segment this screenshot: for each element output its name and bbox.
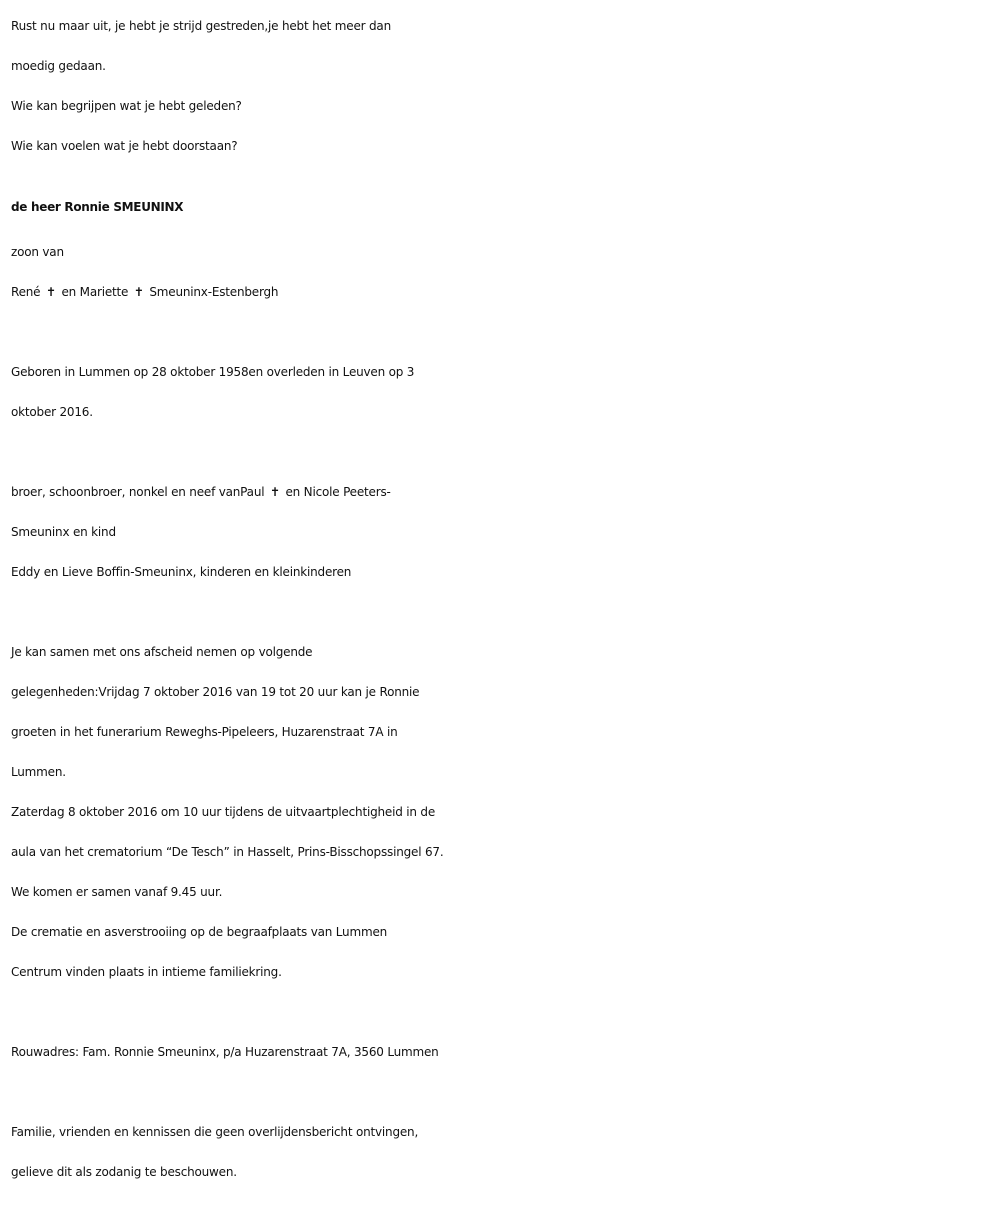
mourning-address: Rouwadres: Fam. Ronnie Smeuninx, p/a Huzarenstraat 7A, 3560 Lummen [11, 1045, 439, 1059]
deceased-name: de heer Ronnie SMEUNINX [11, 200, 184, 214]
spacer [11, 312, 1000, 352]
farewell-line: gelegenheden:Vrijdag 7 oktober 2016 van 19 tot 20 uur kan je Ronnie [11, 685, 420, 699]
spacer [11, 992, 1000, 1032]
poem-line: moedig gedaan. [11, 59, 106, 73]
family-section [11, 472, 1000, 592]
spacer [11, 1072, 1000, 1112]
cross-icon: ✝ [46, 285, 56, 299]
family-line: Smeuninx en kind [11, 525, 116, 539]
mother-name: en Mariette [61, 285, 129, 299]
birth-death-section [11, 352, 1000, 432]
spacer [11, 432, 1000, 472]
birth-death-line: Geboren in Lummen op 28 oktober 1958en overleden in Leuven op 3 [11, 365, 415, 379]
farewell-line: Centrum vinden plaats in intieme familiekring. [11, 965, 282, 979]
son-of-label: zoon van [11, 245, 64, 259]
parents-line [11, 272, 1000, 312]
closing-line: Familie, vrienden en kennissen die geen overlijdensbericht ontvingen, [11, 1125, 419, 1139]
family-line [11, 472, 1000, 512]
farewell-line: Lummen. [11, 765, 66, 779]
poem-line: Rust nu maar uit, je hebt je strijd gestreden,je hebt het meer dan [11, 19, 391, 33]
family-line: Eddy en Lieve Boffin-Smeuninx, kinderen en kleinkinderen [11, 565, 352, 579]
farewell-section [11, 632, 1000, 992]
spacer [11, 592, 1000, 632]
father-name: René [11, 285, 41, 299]
cross-icon: ✝ [133, 285, 144, 299]
poem-line: Wie kan begrijpen wat je hebt geleden? [11, 99, 242, 113]
birth-death-line: oktober 2016. [11, 405, 93, 419]
poem [11, 6, 1000, 166]
family-text: broer, schoonbroer, nonkel en neef vanPaul [11, 485, 265, 499]
poem-line: Wie kan voelen wat je hebt doorstaan? [11, 139, 238, 153]
closing-line: gelieve dit als zodanig te beschouwen. [11, 1165, 237, 1179]
parents-surname: Smeuninx-Estenbergh [149, 285, 279, 299]
cross-icon: ✝ [270, 485, 280, 499]
farewell-line: aula van het crematorium “De Tesch” in Hasselt, Prins-Bisschopssingel 67. [11, 845, 444, 859]
farewell-line: De crematie en asverstrooiing op de begraafplaats van Lummen [11, 925, 388, 939]
family-text: en Nicole Peeters- [285, 485, 391, 499]
farewell-line: We komen er samen vanaf 9.45 uur. [11, 885, 223, 899]
farewell-line: groeten in het funerarium Reweghs-Pipeleers, Huzarenstraat 7A in [11, 725, 398, 739]
farewell-line: Je kan samen met ons afscheid nemen op volgende [11, 645, 313, 659]
farewell-line: Zaterdag 8 oktober 2016 om 10 uur tijdens de uitvaartplechtigheid in de [11, 805, 436, 819]
closing-section [11, 1112, 1000, 1192]
